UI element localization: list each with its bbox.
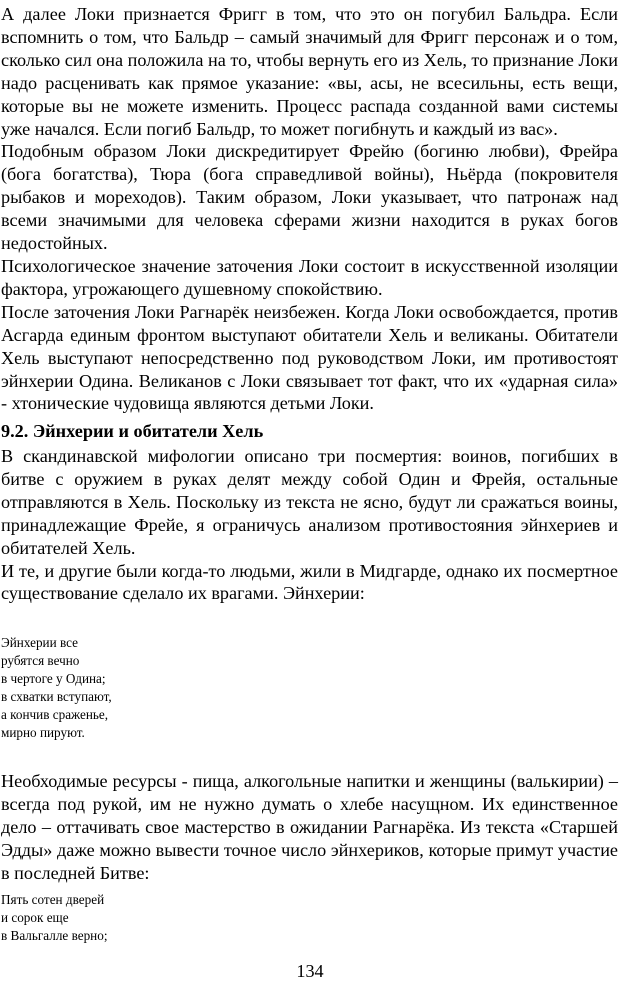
poem-line: в Вальгалле верно; <box>1 928 108 943</box>
paragraph: И те, и другие были когда-то людьми, жили в Мидгарде, однако их посмертное существование сделало их врагами. Эйнхерии: <box>1 560 618 604</box>
text-block-section <box>1 445 618 605</box>
page-number: 134 <box>296 961 324 981</box>
poem-line: рубятся вечно <box>1 653 80 668</box>
poem-line: в схватки вступают, <box>1 689 112 704</box>
paragraph: А далее Локи признается Фригг в том, что это он погубил Бальдра. Если вспомнить о том, что Бальдр – самый значимый для Фригг персонаж и о том, сколько сил она положила на то, чтобы вернуть его из Хель, то признание Локи надо расценивать как прямое указание: «вы, асы, не всесильны, есть вещи, которые вы не можете изменить. Процесс распада созданной вами системы уже начался. Если погиб Бальдр, то может погибнуть и каждый из вас». <box>1 4 618 139</box>
poem-quote <box>1 634 112 742</box>
section-heading: 9.2. Эйнхерии и обитатели Хель <box>1 421 264 441</box>
poem-line: Пять сотен дверей <box>1 892 105 907</box>
paragraph: В скандинавской мифологии описано три посмертия: воинов, погибших в битве с оружием в руках делят между собой Один и Фрейя, остальные отправляются в Хель. Поскольку из текста не ясно, будут ли сражаться воины, принадлежащие Фрейе, я ограничусь анализом противостояния эйнхериев и обитателей Хель. <box>1 446 618 558</box>
poem-line: Эйнхерии все <box>1 635 78 650</box>
text-block-after-poem <box>1 770 618 885</box>
paragraph: Необходимые ресурсы - пища, алкогольные напитки и женщины (валькирии) – всегда под рукой, им не нужно думать о хлебе насущном. Их единственное дело – оттачивать свое мастерство в ожидании Рагнарёка. Из текста «Старшей Эдды» даже можно вывести точное число эйнхериков, которые примут участие в последней Битве: <box>1 771 618 883</box>
poem-line: а кончив сраженье, <box>1 707 109 722</box>
poem-line: в чертоге у Одина; <box>1 671 106 686</box>
paragraph: Психологическое значение заточения Локи состоит в искусственной изоляции фактора, угрожающего душевному спокойствию. <box>1 255 618 299</box>
text-block-top <box>1 3 618 415</box>
paragraph: После заточения Локи Рагнарёк неизбежен. Когда Локи освобождается, против Асгарда единым фронтом выступают обитатели Хель и великаны. Обитатели Хель выступают непосредственно под руководством Локи, им противостоят эйнхерии Одина. Великанов с Локи связывает тот факт, что их «ударная сила» - хтонические чудовища являются детьми Локи. <box>1 301 618 414</box>
poem-line: и сорок еще <box>1 910 69 925</box>
poem-quote <box>1 891 108 945</box>
poem-line: мирно пируют. <box>1 725 85 740</box>
paragraph: Подобным образом Локи дискредитирует Фрейю (богиню любви), Фрейра (бога богатства), Тюра (бога справедливой войны), Ньёрда (покровителя рыбаков и мореходов). Таким образом, Локи указывает, что патронаж над всеми значимыми для человека сферами жизни находится в руках богов недостойных. <box>1 141 618 254</box>
